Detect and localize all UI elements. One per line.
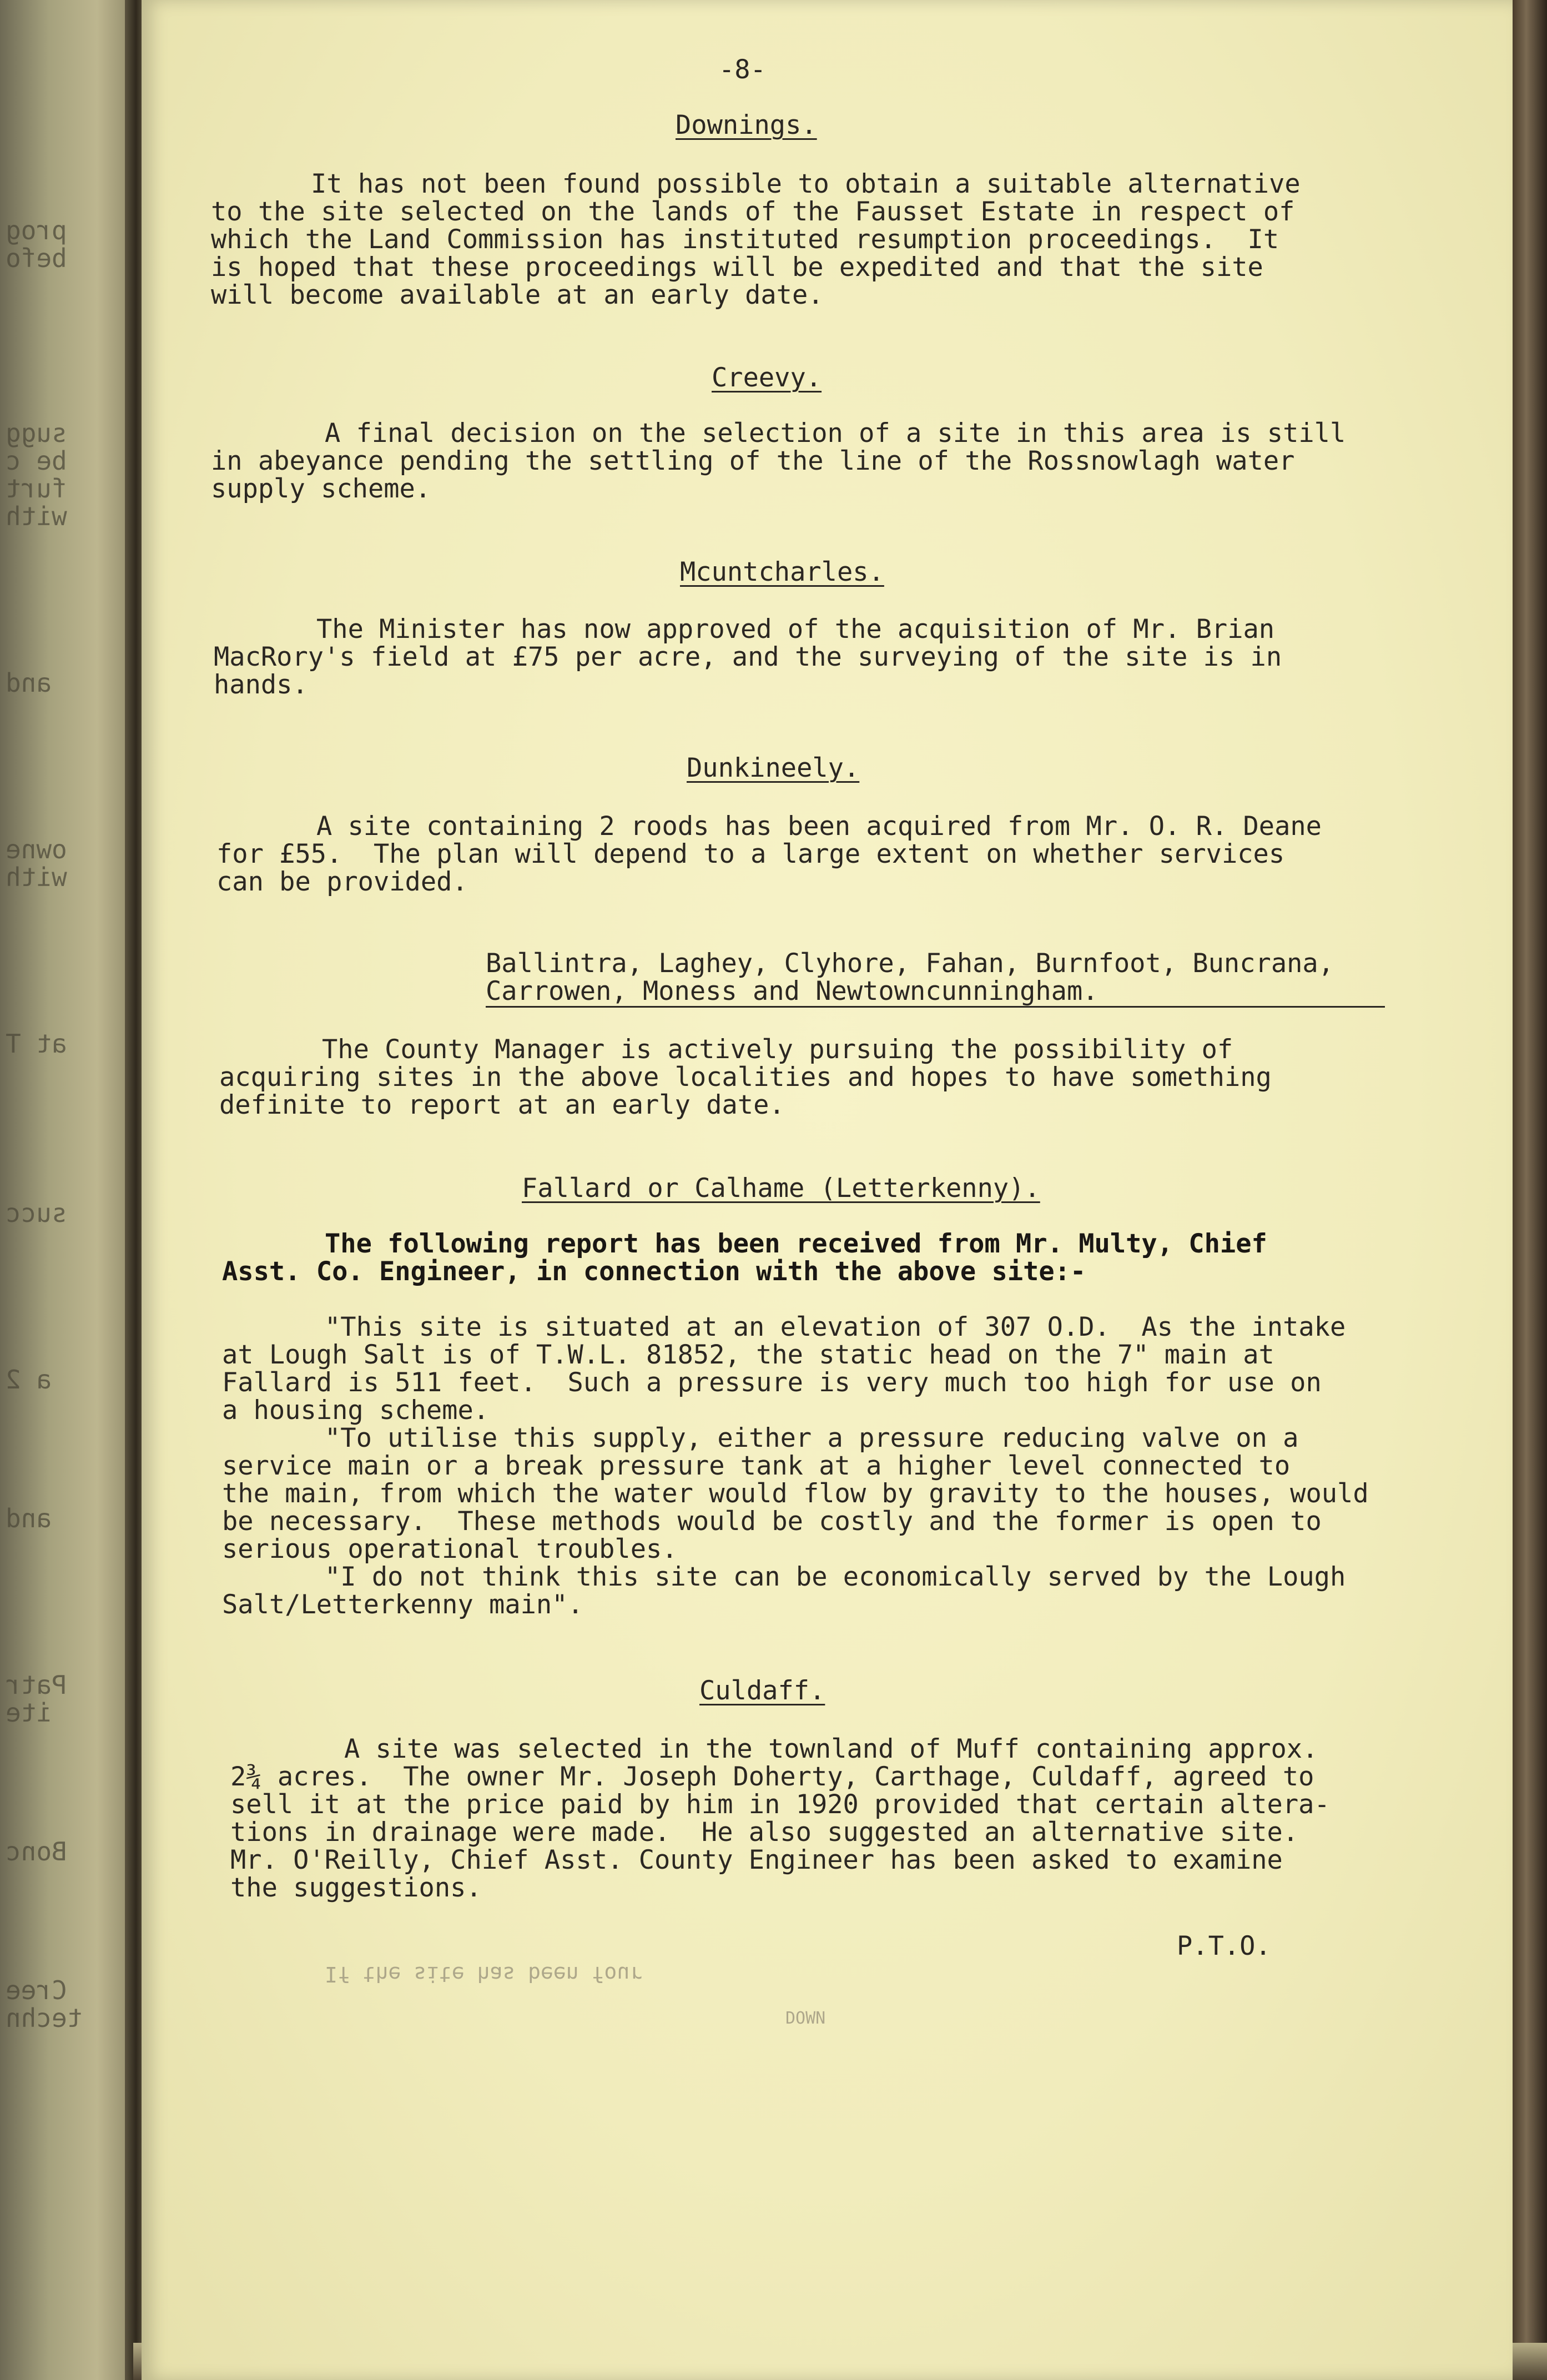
heading-ballintra-line2: Carrowen, Moness and Newtowncunningham. bbox=[486, 977, 1385, 1008]
quote-line: Fallard is 511 feet. Such a pressure is very much too high for use on bbox=[222, 1367, 1322, 1398]
quote-line: "To utilise this supply, either a pressure reducing valve on a bbox=[325, 1423, 1299, 1453]
paragraph-line: definite to report at an early date. bbox=[219, 1090, 785, 1120]
document-page bbox=[142, 0, 1513, 2380]
intro-line: The following report has been received from Mr. Multy, Chief bbox=[325, 1229, 1267, 1259]
book-edge bbox=[1513, 0, 1547, 2380]
paragraph-line: tions in drainage were made. He also suggested an alternative site. bbox=[230, 1817, 1299, 1848]
quote-line: "This site is situated at an elevation of 307 O.D. As the intake bbox=[325, 1312, 1346, 1342]
paragraph-line: sell it at the price paid by him in 1920 provided that certain altera- bbox=[230, 1789, 1330, 1820]
quote-line: be necessary. These methods would be costly and the former is open to bbox=[222, 1506, 1322, 1537]
left-page-fragment: succ bbox=[6, 1198, 67, 1228]
heading-mountcharles: Mcuntcharles. bbox=[680, 557, 884, 587]
left-page-fragment: and bbox=[6, 1503, 52, 1533]
quote-line: service main or a break pressure tank at a higher level connected to bbox=[222, 1451, 1291, 1481]
paragraph-line: will become available at an early date. bbox=[211, 280, 824, 310]
left-page-fragment: furt bbox=[6, 474, 67, 504]
left-page-fragment: with bbox=[6, 501, 67, 531]
paragraph-line: A site containing 2 roods has been acquired from Mr. O. R. Deane bbox=[316, 811, 1322, 842]
heading-fallard: Fallard or Calhame (Letterkenny). bbox=[522, 1173, 1040, 1204]
left-page-fragment: and bbox=[6, 668, 52, 698]
offset-ghost-text: DOWN bbox=[785, 2009, 826, 2028]
quote-line: the main, from which the water would flow by gravity to the houses, would bbox=[222, 1478, 1369, 1509]
paragraph-line: to the site selected on the lands of the Fausset Estate in respect of bbox=[211, 197, 1295, 227]
left-page-fragment: befo bbox=[6, 243, 67, 273]
paragraph-line: A final decision on the selection of a site in this area is still bbox=[325, 418, 1346, 449]
intro-line: Asst. Co. Engineer, in connection with the above site:- bbox=[222, 1256, 1086, 1287]
paragraph-line: 2¾ acres. The owner Mr. Joseph Doherty, Carthage, Culdaff, agreed to bbox=[230, 1762, 1314, 1792]
paragraph-line: hands. bbox=[214, 670, 308, 700]
page-number: -8- bbox=[719, 54, 766, 85]
paragraph-line: MacRory's field at £75 per acre, and the surveying of the site is in bbox=[214, 642, 1282, 672]
left-page-fragment: Cree bbox=[6, 1975, 67, 2005]
paragraph-line: The County Manager is actively pursuing the possibility of bbox=[322, 1034, 1233, 1065]
quote-line: a housing scheme. bbox=[222, 1395, 490, 1426]
quote-line: Salt/Letterkenny main". bbox=[222, 1589, 583, 1620]
heading-creevy: Creevy. bbox=[712, 363, 822, 393]
heading-ballintra-line1: Ballintra, Laghey, Clyhore, Fahan, Burnfoot, Buncrana, bbox=[486, 948, 1334, 979]
pto-marker: P.T.O. bbox=[1177, 1931, 1271, 1961]
left-facing-page bbox=[0, 0, 139, 2380]
left-page-fragment: ite bbox=[6, 1698, 52, 1728]
paragraph-line: which the Land Commission has instituted resumption proceedings. It bbox=[211, 224, 1279, 255]
paragraph-line: acquiring sites in the above localities and hopes to have something bbox=[219, 1062, 1272, 1093]
heading-dunkineely: Dunkineely. bbox=[687, 753, 860, 783]
left-page-fragment: with bbox=[6, 862, 67, 892]
paragraph-line: the suggestions. bbox=[230, 1873, 482, 1903]
offset-ghost-text: If the site has been four bbox=[325, 1962, 642, 1986]
heading-culdaff: Culdaff. bbox=[699, 1675, 825, 1706]
left-page-fragment: owne bbox=[6, 834, 67, 864]
left-page-fragment: Bonc bbox=[6, 1836, 67, 1866]
paragraph-line: supply scheme. bbox=[211, 474, 431, 504]
left-page-fragment: sugg bbox=[6, 418, 67, 448]
paragraph-line: It has not been found possible to obtain a suitable alternative bbox=[311, 169, 1301, 199]
left-page-fragment: be c bbox=[6, 446, 67, 476]
left-page-fragment: at T bbox=[6, 1029, 67, 1059]
paragraph-line: The Minister has now approved of the acquisition of Mr. Brian bbox=[316, 614, 1275, 645]
paragraph-line: Mr. O'Reilly, Chief Asst. County Engineer has been asked to examine bbox=[230, 1845, 1283, 1875]
paragraph-line: A site was selected in the townland of Muff containing approx. bbox=[344, 1734, 1318, 1764]
paragraph-line: can be provided. bbox=[216, 867, 468, 897]
quote-line: at Lough Salt is of T.W.L. 81852, the static head on the 7" main at bbox=[222, 1340, 1274, 1370]
heading-downings: Downings. bbox=[676, 110, 817, 140]
quote-line: "I do not think this site can be economically served by the Lough bbox=[325, 1562, 1346, 1592]
quote-line: serious operational troubles. bbox=[222, 1534, 678, 1564]
paragraph-line: is hoped that these proceedings will be expedited and that the site bbox=[211, 252, 1263, 283]
paragraph-line: in abeyance pending the settling of the line of the Rossnowlagh water bbox=[211, 446, 1295, 476]
left-page-fragment: Patr bbox=[6, 1670, 67, 1700]
paragraph-line: for £55. The plan will depend to a large extent on whether services bbox=[216, 839, 1285, 869]
left-page-fragment: techn bbox=[6, 2003, 83, 2033]
left-page-fragment: prog bbox=[6, 215, 67, 245]
left-page-fragment: a 2 bbox=[6, 1365, 52, 1395]
